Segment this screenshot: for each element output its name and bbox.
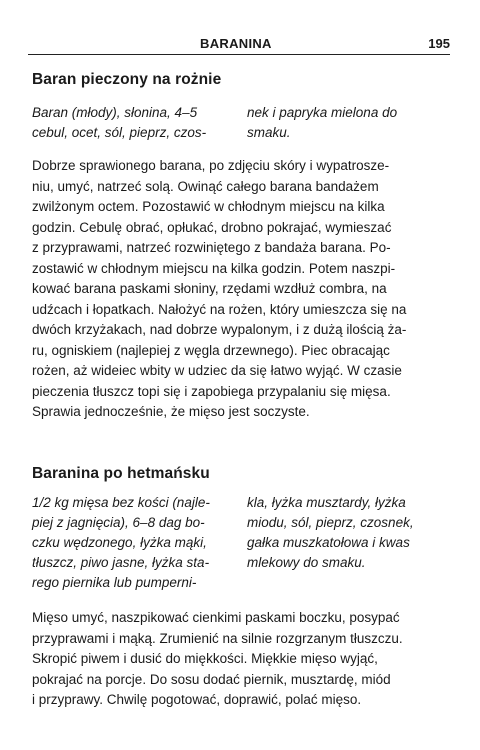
text-line: niu, umyć, natrzeć solą. Owinąć całego barana bandażem [32,178,379,194]
ingredients-block [32,493,450,593]
ingredient-line: kla, łyżka musztardy, łyżka [247,495,406,510]
text-line: Mięso umyć, naszpikować cienkimi paskami boczku, posypać [32,610,400,625]
ingredients-column-right [247,493,450,593]
text-line: z przyprawami, natrzeć rozwiniętego z bandaża barana. Po- [32,240,391,255]
ingredient-line: tłuszcz, piwo jasne, łyżka sta- [32,555,210,570]
text-line: Skropić piwem i dusić do miękkości. Miękkie mięso wyjąć, [32,651,378,666]
ingredient-line: rego piernika lub pumperni- [32,575,197,590]
recipe-title: Baran pieczony na rożnie [32,71,222,88]
text-line: Sprawia jednocześnie, że mięso jest soczyste. [32,404,310,419]
page-number: 195 [428,36,450,51]
recipe-title: Baranina po hetmańsku [32,465,210,482]
text-line: udźcach i łopatkach. Nałożyć na rożen, który umieszcza się na [32,301,407,317]
text-line: zwilżonym octem. Pozostawić w chłodnym miejscu na kilka [32,199,385,214]
text-line: przyprawami i mąką. Zrumienić na silnie rozgrzanym tłuszczu. [32,630,403,646]
instructions-paragraph [32,156,452,423]
ingredient-line: piej z jagnięcia), 6–8 dag bo- [32,515,205,530]
text-line: dwóch krzyżakach, nad dobrze wypalonym, i z dużą ilością ża- [32,322,407,337]
ingredient-line: 1/2 kg mięsa bez kości (najle- [32,495,210,510]
text-line: pokrajać na porcje. Do sosu dodać piernik, musztardę, miód [32,671,391,687]
text-line: Dobrze sprawionego barana, po zdjęciu skóry i wypatrosze- [32,158,390,173]
ingredient-line: gałka muszkatołowa i kwas [247,535,410,550]
ingredient-line: nek i papryka mielona do [247,105,398,120]
text-line: pieczenia tłuszcz topi się i zapobiega przypalaniu się mięsa. [32,383,391,399]
text-line: i przyprawy. Chwilę pogotować, doprawić, polać mięso. [32,692,362,707]
text-line: godzin. Cebulę obrać, opłukać, drobno pokrajać, wymieszać [32,219,392,235]
ingredient-line: mlekowy do smaku. [247,555,366,570]
running-header [28,36,450,55]
ingredients-column-left [32,103,235,143]
chapter-title: BARANINA [200,36,272,51]
text-line: kować barana paskami słoniny, rzędami wzdłuż combra, na [32,281,387,296]
ingredients-column-left [32,493,235,593]
ingredients-column-right [247,103,450,143]
ingredient-line: smaku. [247,125,291,140]
ingredient-line: czku wędzonego, łyżka mąki, [32,535,207,550]
text-line: zostawić w chłodnym miejscu na kilka godzin. Potem naszpi- [32,260,396,276]
ingredients-block [32,103,450,143]
text-line: rożen, aż wideiec wbity w udziec da się łatwo wyjąć. W czasie [32,363,402,378]
ingredient-line: Baran (młody), słonina, 4–5 [32,105,198,120]
text-line: ru, ogniskiem (najlepiej z węgla drzewnego). Piec obracając [32,342,390,358]
ingredient-line: cebul, ocet, sól, pieprz, czos- [32,125,207,140]
ingredient-line: miodu, sól, pieprz, czosnek, [247,515,414,530]
instructions-paragraph [32,608,452,711]
